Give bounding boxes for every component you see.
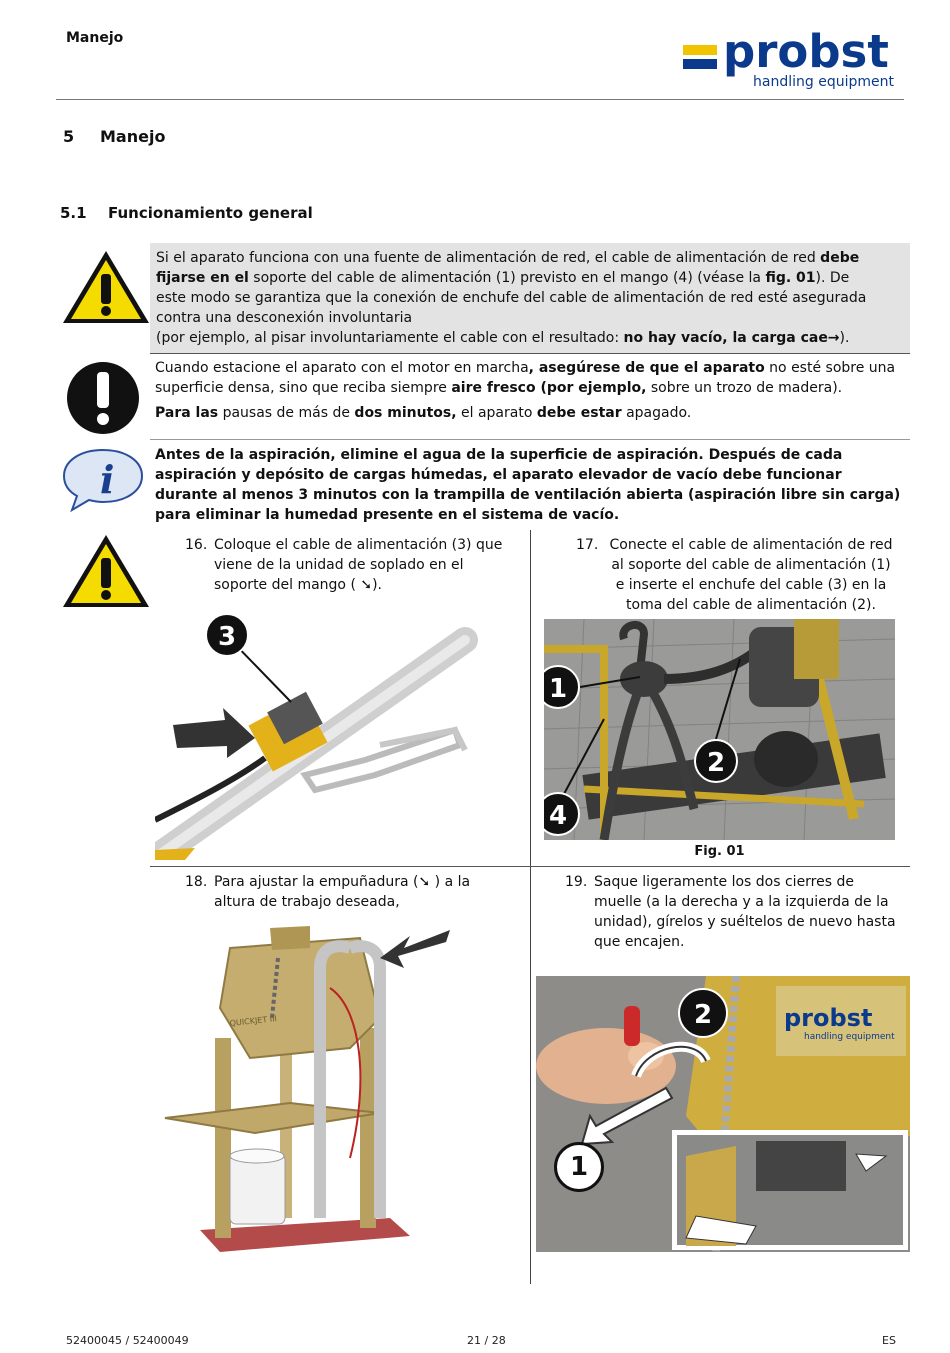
logo-yellow-bar xyxy=(683,45,717,55)
warning-box-rule xyxy=(150,353,910,354)
footer-doc-numbers: 52400045 / 52400049 xyxy=(66,1334,189,1347)
step-18: 18. Para ajustar la empuñadura (➘ ) a la altura de trabajo deseada, xyxy=(185,874,471,910)
step-16: 16. Coloque el cable de alimentación (3) que viene de la unidad de soplado en el soporte del mango ( ➘). xyxy=(185,537,503,593)
callout-badge: 2 xyxy=(678,988,728,1038)
warning-box: Si el aparato funciona con una fuente de alimentación de red, el cable de alimentación de red debe fijarse en el soporte del cable de alimentación (1) previsto en el mango (4) (véase la fig. 01). De este modo se garantiza que la conexión de enchufe del cable de alimentación de red esté asegurada contra una desconexión involuntaria (por ejemplo, al pisar involuntariamente el cable con el resultado: no hay vacío, la carga cae→). xyxy=(150,243,910,353)
photo-logo-subtitle: handling equipment xyxy=(804,1032,895,1042)
brand-plate: QUICKJET III xyxy=(229,1014,278,1028)
warning-triangle-icon xyxy=(60,532,152,612)
notice-paragraph-2: Para las pausas de más de dos minutos, el aparato debe estar apagado. xyxy=(155,405,692,421)
info-speech-bubble-icon xyxy=(60,446,146,514)
step-grid-divider xyxy=(530,530,531,1284)
callout-badge: 1 xyxy=(554,1142,604,1192)
callout-badge: 2 xyxy=(694,739,738,783)
logo-subtitle: handling equipment xyxy=(753,74,894,90)
step-19: 19. Saque ligeramente los dos cierres de muelle (a la derecha y a la izquierda de la unidad), gírelos y suéltelos de nuevo hasta que encajen. xyxy=(565,874,896,950)
step-18-illustration xyxy=(160,918,460,1270)
warning-triangle-icon xyxy=(60,248,152,328)
photo-logo: probst xyxy=(784,1004,873,1032)
callout-badge: 3 xyxy=(205,613,249,657)
header-section-title: Manejo xyxy=(66,30,124,46)
callout-badge: 1 xyxy=(544,665,580,709)
probst-logo xyxy=(683,25,898,93)
exclamation-circle-icon xyxy=(65,360,141,436)
footer-language: ES xyxy=(882,1334,896,1347)
notice-paragraph-1: Cuando estacione el aparato con el motor en marcha, asegúrese de que el aparato no esté sobre una superficie densa, sino que reciba siempre aire fresco (por ejemplo, sobre un trozo de madera). xyxy=(155,360,896,396)
logo-word: probst xyxy=(723,25,889,78)
svg-text:i: i xyxy=(100,457,115,502)
callout-badge: 4 xyxy=(544,792,580,836)
step-16-illustration xyxy=(155,610,525,860)
step-17-photo xyxy=(544,619,895,840)
figure-caption: Fig. 01 xyxy=(694,844,745,859)
chapter-heading: 5 Manejo xyxy=(63,127,166,146)
notice-box-rule xyxy=(150,439,910,440)
info-paragraph: Antes de la aspiración, elimine el agua de la superficie de aspiración. Después de cada aspiración y depósito de cargas húmedas, el aparato elevador de vacío debe funcionar durante al menos 3 minutos con la trampilla de ventilación abierta (aspiración libre sin carga) para eliminar la humedad presente en el sistema de vacío. xyxy=(155,447,901,523)
step-17: 17. Conecte el cable de alimentación de red al soporte del cable de alimentación (1) e inserte el enchufe del cable (3) en la toma del cable de alimentación (2). xyxy=(576,537,893,613)
step-row-divider xyxy=(150,866,910,867)
header-divider xyxy=(56,99,904,100)
step-19-photo xyxy=(536,976,910,1252)
logo-blue-bar xyxy=(683,59,717,69)
section-heading: 5.1 Funcionamiento general xyxy=(60,204,313,222)
footer-page-number: 21 / 28 xyxy=(467,1334,506,1347)
